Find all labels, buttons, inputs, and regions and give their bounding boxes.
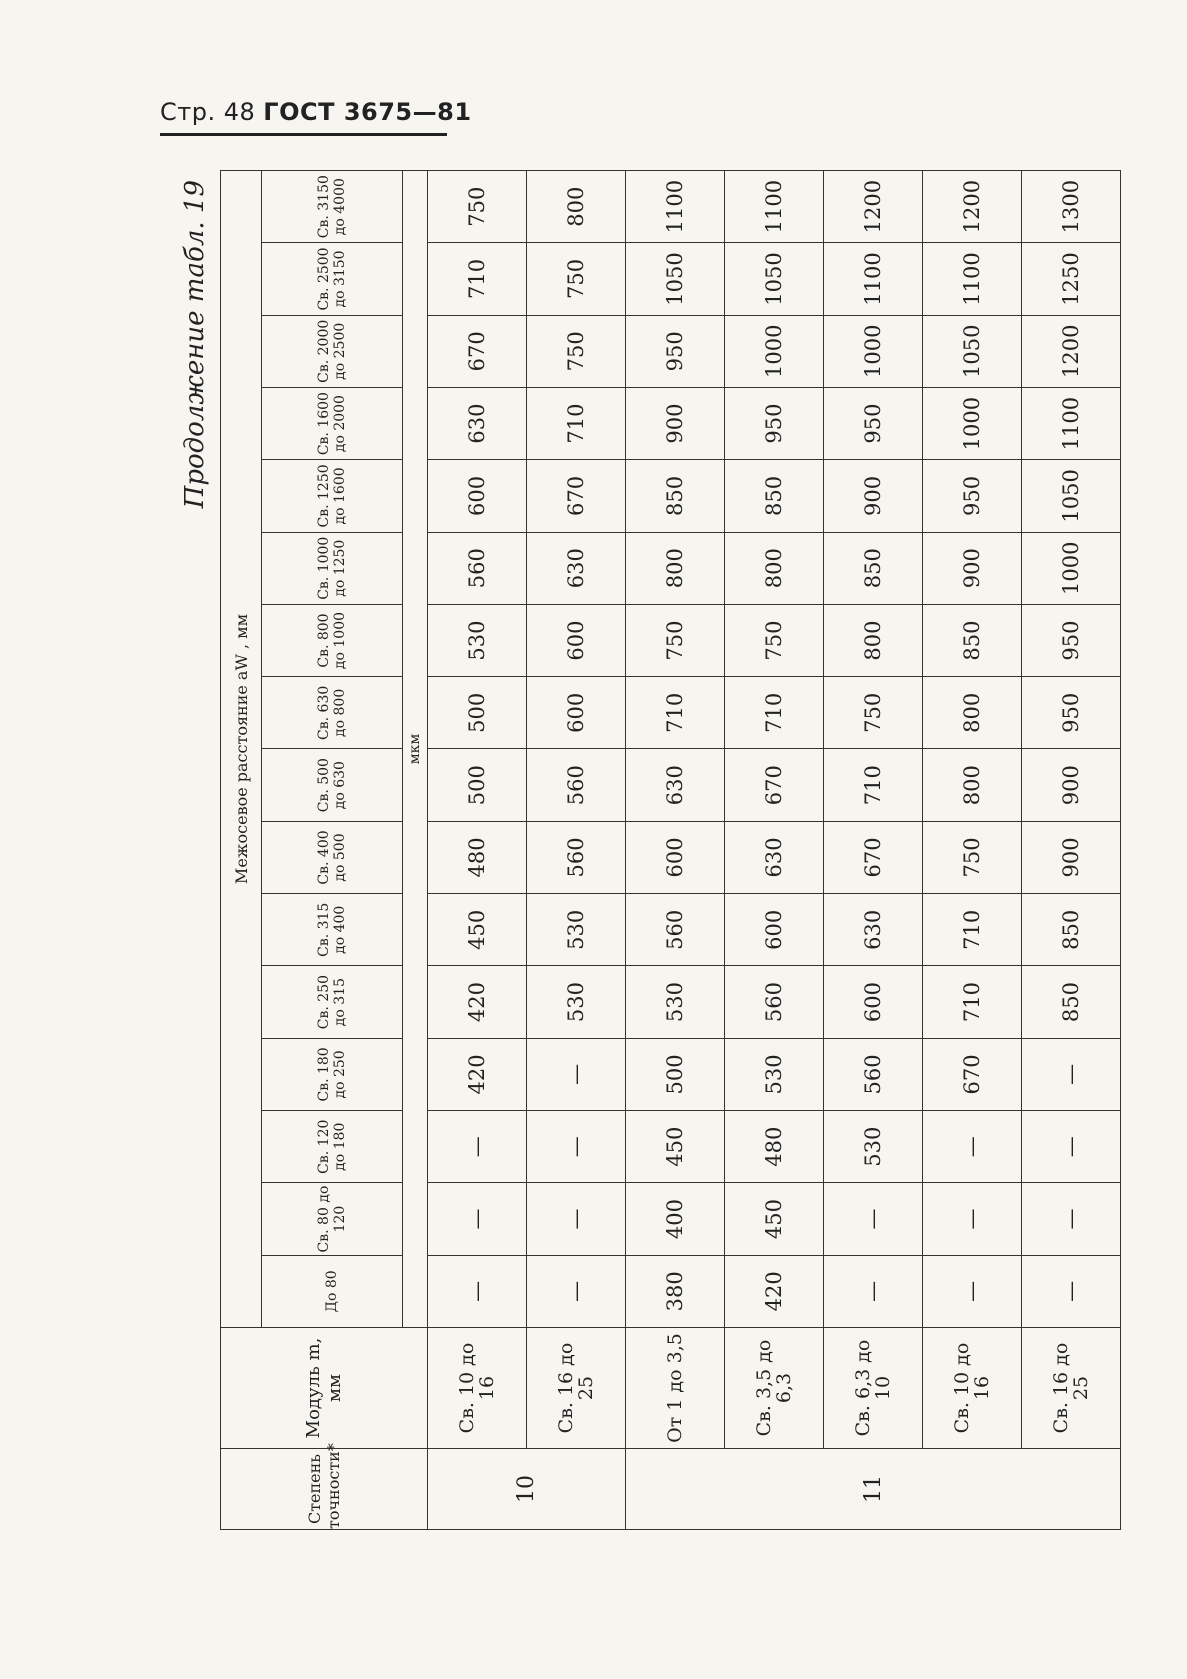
value-cell: 500 bbox=[626, 1038, 725, 1110]
value-cell: 1100 bbox=[626, 171, 725, 243]
value-cell: 710 bbox=[923, 966, 1022, 1038]
value-cell: — bbox=[428, 1255, 527, 1327]
value-cell: 480 bbox=[725, 1111, 824, 1183]
value-cell: 670 bbox=[923, 1038, 1022, 1110]
value-cell: 630 bbox=[725, 821, 824, 893]
value-cell: 710 bbox=[626, 677, 725, 749]
range-header: Св. 1250 до 1600 bbox=[262, 460, 403, 532]
value-cell: — bbox=[428, 1183, 527, 1255]
value-cell: 420 bbox=[428, 966, 527, 1038]
range-header: Св. 1600 до 2000 bbox=[262, 387, 403, 459]
range-header: Св. 180 до 250 bbox=[262, 1038, 403, 1110]
module-cell: Св. 10 до 16 bbox=[923, 1328, 1022, 1449]
value-cell: 1200 bbox=[923, 171, 1022, 243]
value-cell: 750 bbox=[923, 821, 1022, 893]
value-cell: 900 bbox=[1022, 821, 1121, 893]
range-header: Св. 80 до 120 bbox=[262, 1183, 403, 1255]
value-cell: 850 bbox=[1022, 966, 1121, 1038]
value-cell: 900 bbox=[626, 387, 725, 459]
value-cell: — bbox=[527, 1183, 626, 1255]
value-cell: 670 bbox=[824, 821, 923, 893]
value-cell: 950 bbox=[824, 387, 923, 459]
value-cell: 1100 bbox=[923, 243, 1022, 315]
col-grade-header: Степень точности* bbox=[221, 1449, 428, 1530]
value-cell: 1050 bbox=[1022, 460, 1121, 532]
unit-header: мкм bbox=[403, 171, 428, 1328]
table-row bbox=[527, 171, 626, 1530]
table-row bbox=[725, 171, 824, 1530]
value-cell: 450 bbox=[725, 1183, 824, 1255]
value-cell: 800 bbox=[527, 171, 626, 243]
value-cell: 800 bbox=[725, 532, 824, 604]
value-cell: 750 bbox=[626, 604, 725, 676]
module-cell: Св. 16 до 25 bbox=[527, 1328, 626, 1449]
value-cell: 450 bbox=[428, 894, 527, 966]
value-cell: 900 bbox=[1022, 749, 1121, 821]
value-cell: 710 bbox=[527, 387, 626, 459]
value-cell: — bbox=[527, 1255, 626, 1327]
value-cell: 850 bbox=[626, 460, 725, 532]
value-cell: 850 bbox=[725, 460, 824, 532]
value-cell: — bbox=[428, 1111, 527, 1183]
value-cell: 1050 bbox=[923, 315, 1022, 387]
value-cell: 1100 bbox=[1022, 387, 1121, 459]
value-cell: 710 bbox=[428, 243, 527, 315]
value-cell: — bbox=[1022, 1255, 1121, 1327]
value-cell: 950 bbox=[1022, 604, 1121, 676]
range-header: Св. 315 до 400 bbox=[262, 894, 403, 966]
value-cell: — bbox=[923, 1255, 1022, 1327]
range-header: Св. 800 до 1000 bbox=[262, 604, 403, 676]
value-cell: 750 bbox=[725, 604, 824, 676]
value-cell: — bbox=[1022, 1183, 1121, 1255]
module-cell: От 1 до 3,5 bbox=[626, 1328, 725, 1449]
page-number: Стр. 48 bbox=[160, 98, 256, 126]
value-cell: 710 bbox=[725, 677, 824, 749]
value-cell: 560 bbox=[824, 1038, 923, 1110]
value-cell: 900 bbox=[824, 460, 923, 532]
value-cell: 800 bbox=[626, 532, 725, 604]
value-cell: 750 bbox=[824, 677, 923, 749]
value-cell: 670 bbox=[527, 460, 626, 532]
value-cell: — bbox=[527, 1111, 626, 1183]
value-cell: — bbox=[527, 1038, 626, 1110]
value-cell: 530 bbox=[428, 604, 527, 676]
range-header: Св. 2500 до 3150 bbox=[262, 243, 403, 315]
range-header: Св. 2000 до 2500 bbox=[262, 315, 403, 387]
value-cell: 560 bbox=[626, 894, 725, 966]
value-cell: — bbox=[1022, 1038, 1121, 1110]
value-cell: 1300 bbox=[1022, 171, 1121, 243]
table-row bbox=[923, 171, 1022, 1530]
table-caption: Продолжение табл. 19 bbox=[180, 180, 210, 509]
module-cell: Св. 10 до 16 bbox=[428, 1328, 527, 1449]
value-cell: 1200 bbox=[1022, 315, 1121, 387]
module-cell: Св. 6,3 до 10 bbox=[824, 1328, 923, 1449]
module-cell: Св. 16 до 25 bbox=[1022, 1328, 1121, 1449]
range-header: Св. 3150 до 4000 bbox=[262, 171, 403, 243]
value-cell: 630 bbox=[527, 532, 626, 604]
value-cell: 750 bbox=[428, 171, 527, 243]
group-header: Межосевое расстояние aW , мм bbox=[221, 171, 262, 1328]
table-row bbox=[1022, 171, 1121, 1530]
range-header: Св. 1000 до 1250 bbox=[262, 532, 403, 604]
value-cell: 800 bbox=[824, 604, 923, 676]
value-cell: — bbox=[824, 1183, 923, 1255]
value-cell: 800 bbox=[923, 749, 1022, 821]
value-cell: 560 bbox=[725, 966, 824, 1038]
value-cell: 800 bbox=[923, 677, 1022, 749]
value-cell: 560 bbox=[428, 532, 527, 604]
value-cell: 600 bbox=[725, 894, 824, 966]
value-cell: 560 bbox=[527, 821, 626, 893]
range-header: Св. 250 до 315 bbox=[262, 966, 403, 1038]
value-cell: 950 bbox=[923, 460, 1022, 532]
document-code: ГОСТ 3675—81 bbox=[263, 98, 472, 126]
value-cell: — bbox=[824, 1255, 923, 1327]
value-cell: 530 bbox=[824, 1111, 923, 1183]
col-module-header: Модуль m, мм bbox=[221, 1328, 428, 1449]
value-cell: — bbox=[923, 1111, 1022, 1183]
table-row bbox=[824, 171, 923, 1530]
value-cell: 400 bbox=[626, 1183, 725, 1255]
table-row bbox=[428, 171, 527, 1530]
value-cell: 500 bbox=[428, 677, 527, 749]
value-cell: 750 bbox=[527, 315, 626, 387]
range-header: Св. 500 до 630 bbox=[262, 749, 403, 821]
value-cell: 1000 bbox=[1022, 532, 1121, 604]
value-cell: 1100 bbox=[824, 243, 923, 315]
value-cell: 850 bbox=[824, 532, 923, 604]
value-cell: 1200 bbox=[824, 171, 923, 243]
range-header: До 80 bbox=[262, 1255, 403, 1327]
value-cell: 670 bbox=[725, 749, 824, 821]
value-cell: 630 bbox=[428, 387, 527, 459]
value-cell: 420 bbox=[428, 1038, 527, 1110]
value-cell: 600 bbox=[527, 604, 626, 676]
value-cell: 950 bbox=[626, 315, 725, 387]
module-cell: Св. 3,5 до 6,3 bbox=[725, 1328, 824, 1449]
grade-cell: 11 bbox=[626, 1449, 1121, 1530]
value-cell: 710 bbox=[824, 749, 923, 821]
value-cell: 1050 bbox=[725, 243, 824, 315]
value-cell: 850 bbox=[1022, 894, 1121, 966]
value-cell: 950 bbox=[725, 387, 824, 459]
value-cell: 1100 bbox=[725, 171, 824, 243]
value-cell: 380 bbox=[626, 1255, 725, 1327]
range-header-row bbox=[262, 171, 403, 1530]
value-cell: 420 bbox=[725, 1255, 824, 1327]
value-cell: 1250 bbox=[1022, 243, 1121, 315]
range-header: Св. 120 до 180 bbox=[262, 1111, 403, 1183]
value-cell: 560 bbox=[527, 749, 626, 821]
value-cell: 530 bbox=[527, 966, 626, 1038]
value-cell: 1050 bbox=[626, 243, 725, 315]
value-cell: 850 bbox=[923, 604, 1022, 676]
value-cell: 480 bbox=[428, 821, 527, 893]
table-row bbox=[626, 171, 725, 1530]
value-cell: 900 bbox=[923, 532, 1022, 604]
value-cell: 530 bbox=[527, 894, 626, 966]
value-cell: 670 bbox=[428, 315, 527, 387]
value-cell: 750 bbox=[527, 243, 626, 315]
value-cell: 450 bbox=[626, 1111, 725, 1183]
value-cell: 530 bbox=[725, 1038, 824, 1110]
value-cell: 1000 bbox=[725, 315, 824, 387]
value-cell: 1000 bbox=[923, 387, 1022, 459]
value-cell: 630 bbox=[824, 894, 923, 966]
table-body bbox=[428, 171, 1121, 1530]
value-cell: 600 bbox=[626, 821, 725, 893]
value-cell: 710 bbox=[923, 894, 1022, 966]
rotated-table-area bbox=[180, 170, 1100, 1530]
page-header bbox=[160, 98, 472, 126]
range-header: Св. 630 до 800 bbox=[262, 677, 403, 749]
header-rule bbox=[160, 133, 447, 136]
grade-cell: 10 bbox=[428, 1449, 626, 1530]
value-cell: 1000 bbox=[824, 315, 923, 387]
value-cell: 530 bbox=[626, 966, 725, 1038]
value-cell: 600 bbox=[428, 460, 527, 532]
value-cell: — bbox=[923, 1183, 1022, 1255]
value-cell: 600 bbox=[527, 677, 626, 749]
tolerance-table bbox=[220, 170, 1121, 1530]
value-cell: — bbox=[1022, 1111, 1121, 1183]
value-cell: 600 bbox=[824, 966, 923, 1038]
value-cell: 500 bbox=[428, 749, 527, 821]
value-cell: 950 bbox=[1022, 677, 1121, 749]
range-header: Св. 400 до 500 bbox=[262, 821, 403, 893]
value-cell: 630 bbox=[626, 749, 725, 821]
